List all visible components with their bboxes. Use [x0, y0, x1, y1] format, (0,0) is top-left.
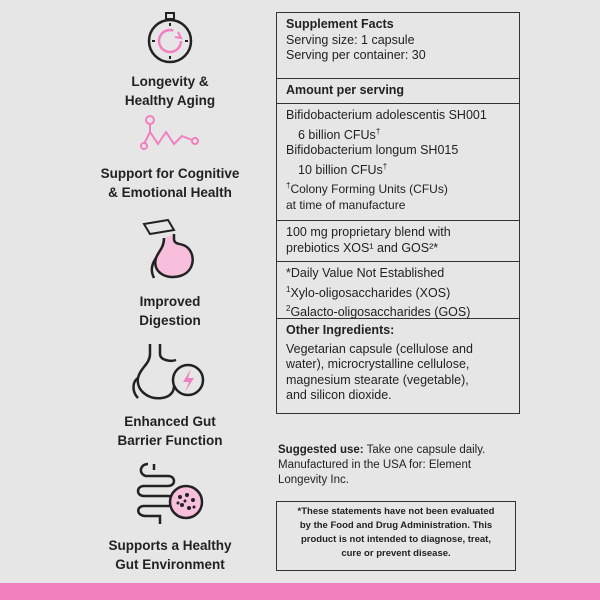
other-ingredients-title: Other Ingredients:: [286, 323, 395, 337]
manufacturer-line-2: Longevity Inc.: [278, 474, 349, 486]
facts-title: Supplement Facts: [286, 17, 394, 31]
benefit-label: Supports a Healthy Gut Environment: [108, 538, 232, 572]
benefit-gut-environment: [80, 460, 260, 574]
stomach-icon: [140, 218, 200, 284]
disclaimer-line: by the Food and Drug Administration. This: [299, 520, 493, 531]
fda-disclaimer: [276, 501, 516, 571]
benefit-label: Longevity & Healthy Aging: [124, 74, 216, 108]
serving-size: Serving size: 1 capsule: [286, 32, 415, 47]
cfu-note: †Colony Forming Units (CFUs): [286, 181, 448, 197]
cfu-note-2: at time of manufacture: [286, 197, 406, 212]
pink-footer-bar: [0, 583, 600, 600]
other-ingredients-line: magnesium stearate (vegetable),: [286, 372, 469, 387]
other-ingredients-line: Vegetarian capsule (cellulose and: [286, 341, 473, 356]
other-ingredients-line: water), microcrystalline cellulose,: [286, 357, 470, 371]
blend-line-2: prebiotics XOS¹ and GOS²*: [286, 240, 439, 255]
servings-per-container: Serving per container: 30: [286, 48, 426, 62]
manufacturer-line-1: Manufactured in the USA for: Element: [278, 459, 472, 471]
disclaimer-line: cure or prevent disease.: [341, 548, 451, 559]
daily-value-note: *Daily Value Not Established: [286, 266, 445, 280]
clock-icon: [145, 10, 195, 66]
suggested-use-line: Suggested use: Take one capsule daily.: [278, 444, 486, 456]
benefit-label: Support for Cognitive & Emotional Health: [100, 166, 240, 200]
supplement-facts-panel: [276, 12, 520, 414]
disclaimer-line: product is not intended to diagnose, treat,: [300, 534, 491, 545]
other-ingredients-section: [277, 319, 519, 413]
benefit-cognitive: [80, 114, 260, 202]
molecule-icon: [140, 114, 200, 154]
footnote-2: $^2$Galacto-oligosaccharides (GOS): [286, 304, 471, 320]
strain-2: Bifidobacterium longum SH015: [286, 143, 459, 158]
benefit-digestion: [80, 218, 260, 330]
facts-header: [277, 13, 519, 79]
strain-1: Bifidobacterium adolescentis SH001: [286, 108, 487, 122]
benefit-longevity: [80, 10, 260, 110]
disclaimer-line: *These statements have not been evaluated: [297, 506, 495, 517]
benefit-gut-barrier: [80, 340, 260, 450]
suggested-use: [278, 443, 528, 488]
strains-section: [277, 104, 519, 221]
blend-section: [277, 221, 519, 262]
benefit-label: Enhanced Gut Barrier Function: [117, 414, 223, 448]
strain-2-cfu: 10 billion CFUs†: [298, 161, 388, 177]
benefit-label: Improved Digestion: [139, 294, 201, 328]
daily-value-section: [277, 262, 519, 319]
intestine-icon: [130, 460, 210, 526]
strain-1-cfu: 6 billion CFUs†: [298, 126, 381, 142]
amount-per-serving: Amount per serving: [277, 79, 519, 104]
footnote-1: $^1$Xylo-oligosaccharides (XOS): [286, 284, 451, 300]
blend-line-1: 100 mg proprietary blend with: [286, 225, 451, 239]
other-ingredients-line: and silicon dioxide.: [286, 388, 392, 402]
stomach-bolt-icon: [130, 340, 210, 404]
